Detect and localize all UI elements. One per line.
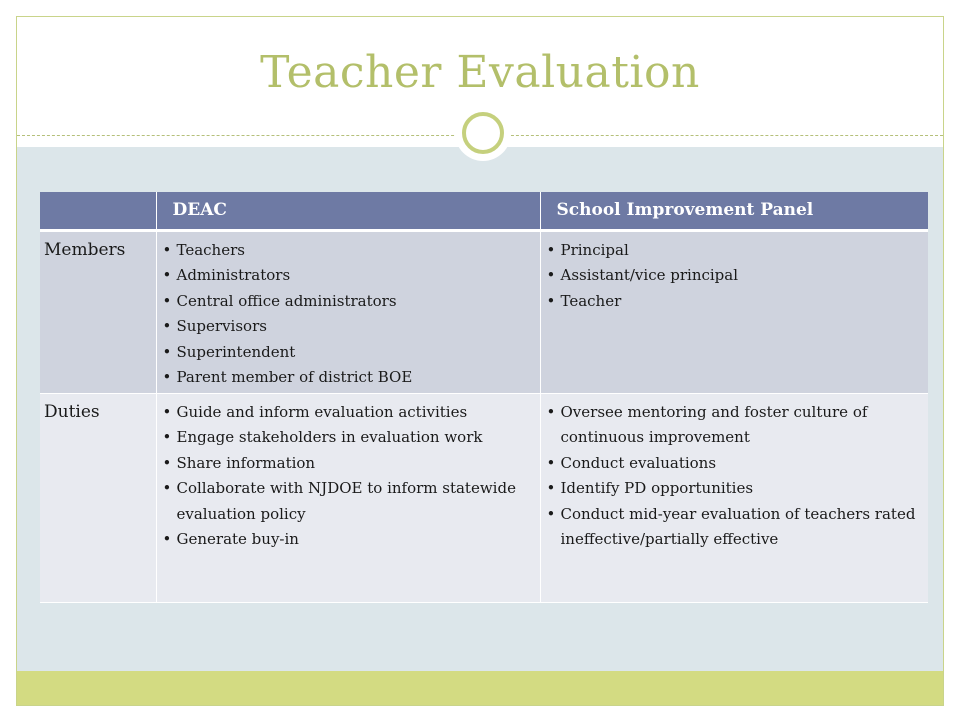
- list-item: • Collaborate with NJDOE to inform statewide evaluation policy: [161, 476, 532, 527]
- header-school-improvement-panel: School Improvement Panel: [540, 192, 928, 230]
- list-item: • Parent member of district BOE: [161, 365, 532, 391]
- table-header-row: [40, 192, 928, 230]
- list-item: • Guide and inform evaluation activities: [161, 400, 532, 426]
- header-deac: DEAC: [156, 192, 540, 230]
- table-row-members: [40, 230, 928, 393]
- header-empty-cell: [40, 192, 156, 230]
- list-item: • Conduct evaluations: [545, 451, 921, 477]
- duties-deac-list: [161, 400, 532, 554]
- members-deac-list: [161, 238, 532, 392]
- members-panel-cell: [540, 230, 928, 393]
- list-item: • Conduct mid-year evaluation of teachers rated ineffective/partially effective: [545, 502, 921, 553]
- duties-panel-cell: [540, 393, 928, 602]
- row-label-duties: Duties: [40, 393, 156, 602]
- duties-deac-cell: [156, 393, 540, 602]
- list-item: • Central office administrators: [161, 289, 532, 315]
- list-item: • Superintendent: [161, 340, 532, 366]
- list-item: • Administrators: [161, 263, 532, 289]
- list-item: • Teachers: [161, 238, 532, 264]
- bottom-accent-bar: [17, 671, 943, 705]
- list-item: • Generate buy-in: [161, 527, 532, 553]
- list-item: • Principal: [545, 238, 921, 264]
- list-item: • Teacher: [545, 289, 921, 315]
- duties-panel-list: [545, 400, 921, 554]
- list-item: • Supervisors: [161, 314, 532, 340]
- slide-title: Teacher Evaluation: [260, 47, 700, 98]
- row-label-members: Members: [40, 230, 156, 393]
- list-item: • Share information: [161, 451, 532, 477]
- members-deac-cell: [156, 230, 540, 393]
- circle-ring: [462, 112, 504, 154]
- evaluation-table: [40, 192, 928, 603]
- members-panel-list: [545, 238, 921, 315]
- circle-ornament-icon: [455, 105, 511, 161]
- list-item: • Engage stakeholders in evaluation work: [161, 425, 532, 451]
- list-item: • Assistant/vice principal: [545, 263, 921, 289]
- list-item: • Oversee mentoring and foster culture of continuous improvement: [545, 400, 921, 451]
- list-item: • Identify PD opportunities: [545, 476, 921, 502]
- table-row-duties: [40, 393, 928, 602]
